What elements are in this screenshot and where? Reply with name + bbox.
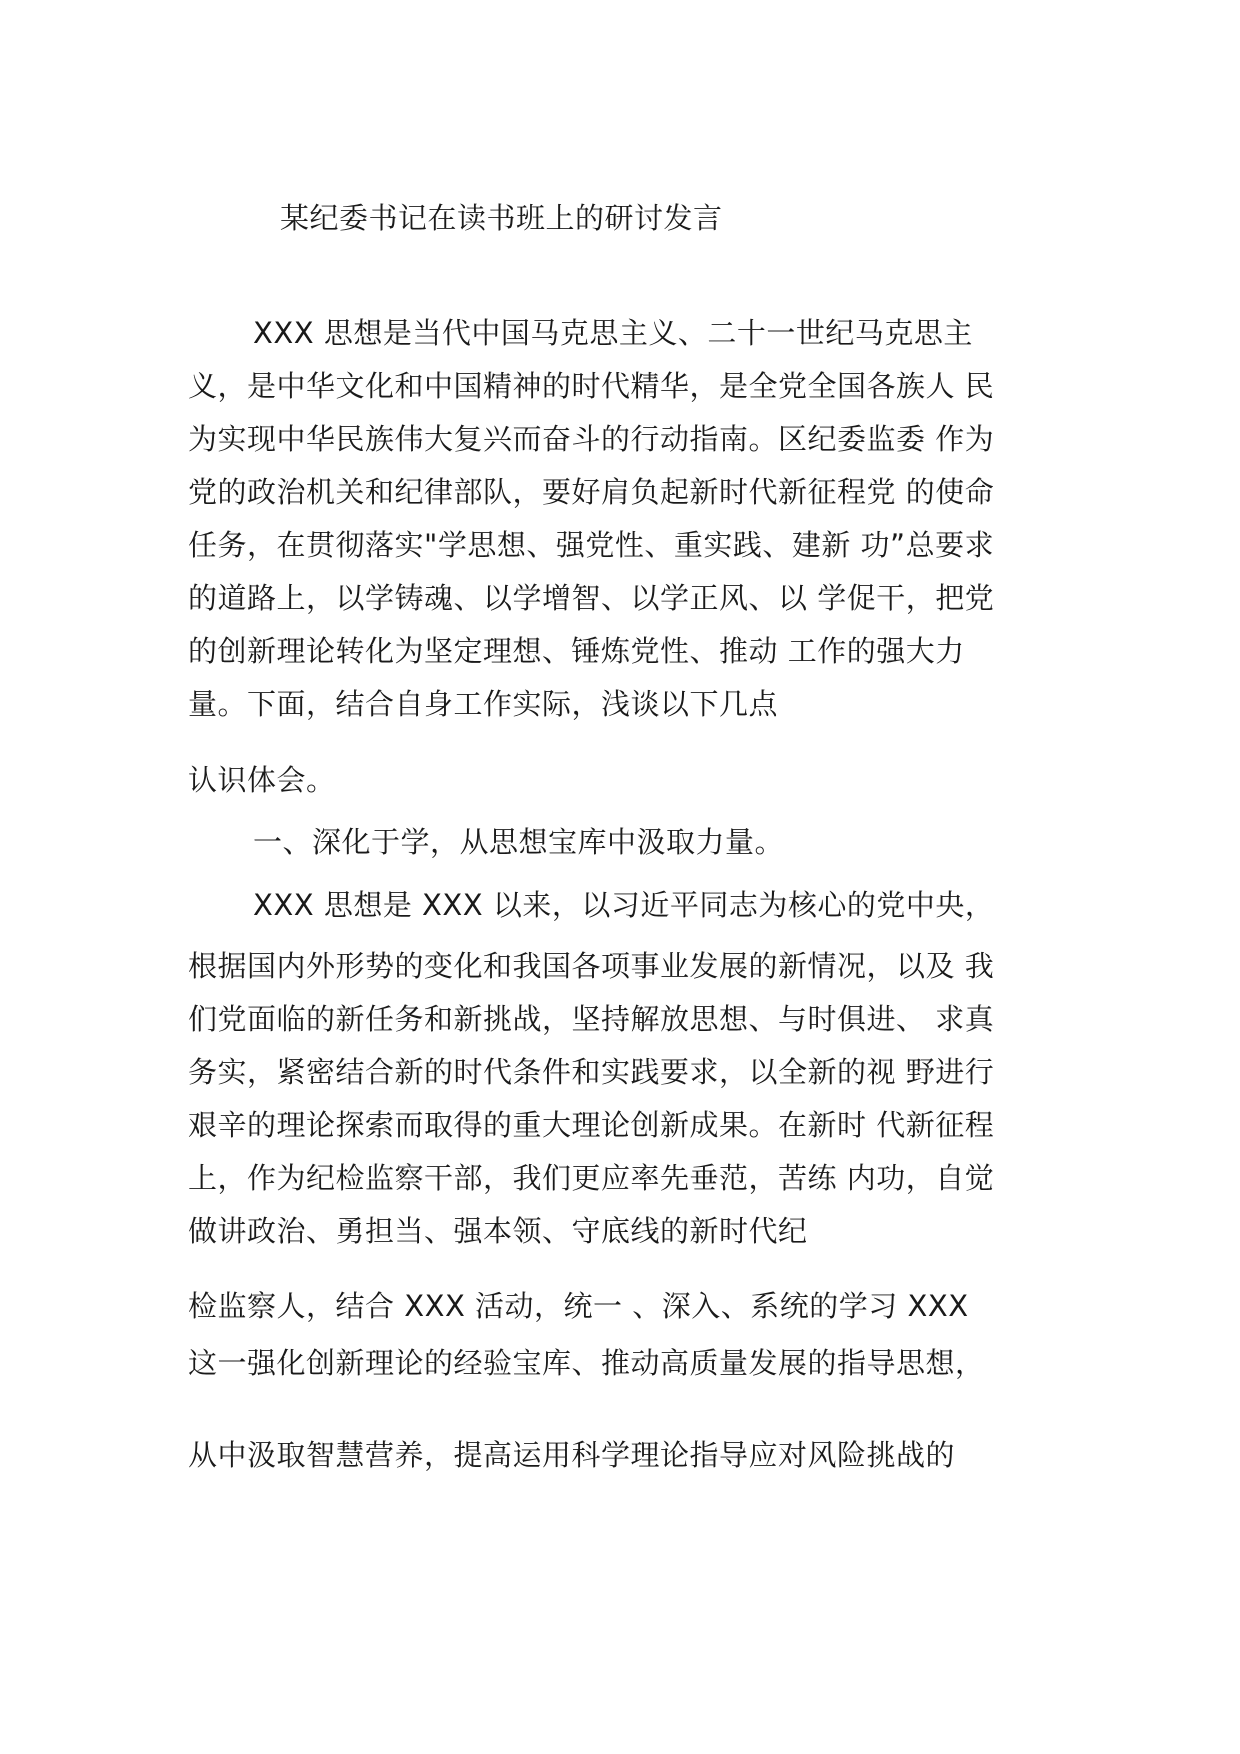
paragraph-line: 党的政治机关和纪律部队，要好肩负起新时代新征程党 的使命	[188, 475, 995, 509]
paragraph-line: 从中汲取智慧营养，提高运用科学理论指导应对风险挑战的	[188, 1438, 956, 1472]
paragraph-line: 这一强化创新理论的经验宝库、推动高质量发展的指导思想，	[188, 1346, 985, 1380]
paragraph-line: 们党面临的新任务和新挑战，坚持解放思想、与时俱进、 求真	[188, 1002, 995, 1036]
section-heading: 一、深化于学，从思想宝库中汲取力量。	[253, 825, 785, 859]
paragraph-line: 检监察人，结合 XXX 活动，统一 、深入、系统的学习 XXX	[188, 1289, 969, 1323]
paragraph-line: 务实，紧密结合新的时代条件和实践要求，以全新的视 野进行	[188, 1055, 995, 1089]
paragraph-line: 根据国内外形势的变化和我国各项事业发展的新情况，以及 我	[188, 949, 995, 983]
paragraph-line: XXX 思想是当代中国马克思主义、二十一世纪马克思主	[253, 316, 973, 350]
paragraph-line: 为实现中华民族伟大复兴而奋斗的行动指南。区纪委监委 作为	[188, 422, 995, 456]
paragraph-line: XXX 思想是 XXX 以来，以习近平同志为核心的党中央，	[253, 888, 995, 922]
paragraph-line: 艰辛的理论探索而取得的重大理论创新成果。在新时 代新征程	[188, 1108, 995, 1142]
paragraph-line: 任务，在贯彻落实"学思想、强党性、重实践、建新 功”总要求	[188, 528, 995, 562]
paragraph-line: 义，是中华文化和中国精神的时代精华，是全党全国各族人 民	[188, 369, 995, 403]
paragraph-line: 认识体会。	[188, 763, 336, 797]
document-title: 某纪委书记在读书班上的研讨发言	[280, 201, 723, 235]
paragraph-line: 的创新理论转化为坚定理想、锤炼党性、推动 工作的强大力	[188, 634, 965, 668]
paragraph-line: 量。下面，结合自身工作实际，浅谈以下几点	[188, 687, 779, 721]
paragraph-line: 的道路上，以学铸魂、以学增智、以学正风、以 学促干，把党	[188, 581, 995, 615]
paragraph-line: 做讲政治、勇担当、强本领、守底线的新时代纪	[188, 1214, 808, 1248]
paragraph-line: 上，作为纪检监察干部，我们更应率先垂范，苦练 内功，自觉	[188, 1161, 995, 1195]
